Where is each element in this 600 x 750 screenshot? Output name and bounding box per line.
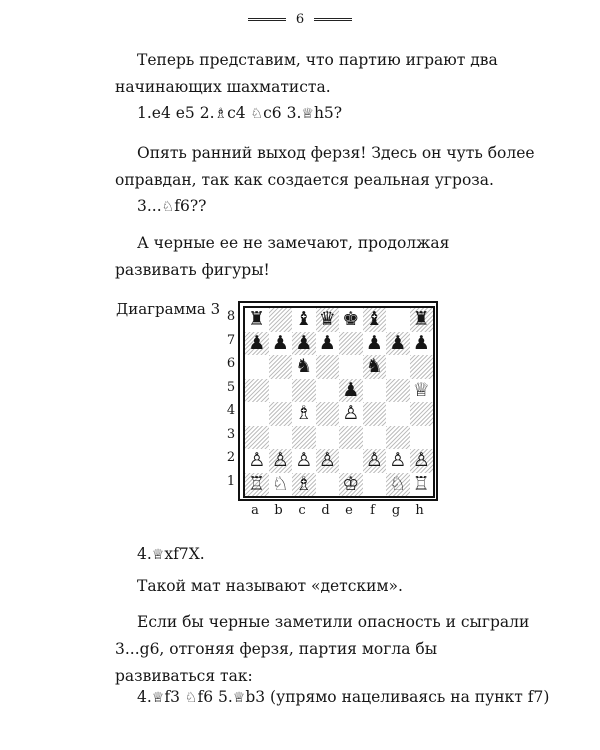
- square-g8: [386, 308, 410, 332]
- knight-icon: ♘: [161, 199, 175, 215]
- white-pawn-icon: ♙: [271, 449, 289, 471]
- white-rook-icon: ♖: [248, 472, 266, 495]
- black-rook-icon: ♜: [248, 308, 266, 330]
- square-c1: [292, 473, 316, 497]
- black-pawn-icon: ♟: [248, 331, 266, 354]
- square-b6: [269, 355, 293, 379]
- move-text: f6??: [174, 197, 207, 215]
- square-e5: [339, 379, 363, 403]
- black-bishop-icon: ♝: [295, 308, 313, 330]
- square-a6: [245, 355, 269, 379]
- white-bishop-icon: ♗: [295, 472, 313, 495]
- square-g2: [386, 449, 410, 473]
- square-h6: [410, 355, 434, 379]
- white-pawn-icon: ♙: [318, 449, 336, 471]
- file-label: c: [298, 503, 306, 518]
- page-header: [0, 12, 600, 27]
- black-pawn-icon: ♟: [295, 331, 313, 354]
- square-h8: [410, 308, 434, 332]
- rank-label: 2: [226, 450, 236, 465]
- white-pawn-icon: ♙: [248, 449, 266, 471]
- square-d5: [316, 379, 340, 403]
- rank-label: 7: [226, 332, 236, 348]
- rank-label: 4: [226, 403, 236, 418]
- moves-line-1: [137, 100, 342, 128]
- square-e8: [339, 308, 363, 332]
- black-pawn-icon: ♟: [271, 331, 289, 354]
- white-rook-icon: ♖: [412, 472, 430, 495]
- square-b2: [269, 449, 293, 473]
- bishop-icon: ♗: [214, 106, 228, 122]
- paragraph-black-misses: А черные ее не замечают, продолжая развивать фигуры!: [115, 234, 450, 279]
- rank-label: 8: [226, 309, 236, 324]
- chess-board: [243, 306, 435, 498]
- moves-line-2: [137, 193, 206, 221]
- white-pawn-icon: ♙: [365, 449, 383, 471]
- knight-icon: ♘: [250, 106, 264, 122]
- move-text: 4.: [137, 688, 152, 706]
- diagram-label: Диаграмма 3: [116, 300, 221, 318]
- square-d2: [316, 449, 340, 473]
- square-f4: [363, 402, 387, 426]
- header-rule-left: [248, 18, 286, 21]
- black-rook-icon: ♜: [412, 308, 430, 330]
- white-knight-icon: ♘: [271, 472, 289, 495]
- rank-label: 3: [226, 426, 236, 442]
- move-text: xf7X.: [164, 545, 205, 563]
- square-g3: [386, 426, 410, 450]
- square-b4: [269, 402, 293, 426]
- square-b5: [269, 379, 293, 403]
- move-text: f3: [164, 688, 185, 706]
- square-b7: [269, 332, 293, 356]
- moves-line-3: [137, 684, 549, 712]
- white-king-icon: ♔: [342, 472, 360, 495]
- square-b3: [269, 426, 293, 450]
- square-a4: [245, 402, 269, 426]
- square-e4: [339, 402, 363, 426]
- square-a2: [245, 449, 269, 473]
- black-king-icon: ♚: [342, 308, 360, 330]
- square-f7: [363, 332, 387, 356]
- square-c8: [292, 308, 316, 332]
- rank-label: 1: [226, 473, 236, 489]
- file-label: e: [345, 503, 353, 518]
- move-text: 3...: [137, 197, 162, 215]
- square-f3: [363, 426, 387, 450]
- square-g7: [386, 332, 410, 356]
- move-text: h5?: [313, 104, 343, 122]
- white-pawn-icon: ♙: [412, 449, 430, 471]
- paragraph-alternative: Если бы черные заметили опасность и сыграли 3...g6, отгоняя ферзя, партия могла бы развиваться так:: [115, 613, 530, 685]
- queen-icon: ♕: [151, 547, 165, 563]
- knight-icon: ♘: [184, 690, 198, 706]
- square-c7: [292, 332, 316, 356]
- move-text: c4: [227, 104, 251, 122]
- square-a7: [245, 332, 269, 356]
- square-c6: [292, 355, 316, 379]
- square-g4: [386, 402, 410, 426]
- file-label: h: [415, 503, 424, 518]
- white-knight-icon: ♘: [389, 472, 407, 495]
- square-g6: [386, 355, 410, 379]
- square-h5: [410, 379, 434, 403]
- black-pawn-icon: ♟: [318, 331, 336, 354]
- square-h4: [410, 402, 434, 426]
- square-d7: [316, 332, 340, 356]
- white-pawn-icon: ♙: [389, 449, 407, 471]
- square-g1: [386, 473, 410, 497]
- black-pawn-icon: ♟: [342, 378, 360, 401]
- white-bishop-icon: ♗: [295, 402, 313, 424]
- square-h1: [410, 473, 434, 497]
- square-e3: [339, 426, 363, 450]
- square-h3: [410, 426, 434, 450]
- square-c4: [292, 402, 316, 426]
- square-f6: [363, 355, 387, 379]
- white-pawn-icon: ♙: [295, 449, 313, 471]
- black-pawn-icon: ♟: [365, 331, 383, 354]
- square-h7: [410, 332, 434, 356]
- paragraph-intro: Теперь представим, что партию играют два начинающих шахматиста.: [115, 51, 498, 96]
- square-c5: [292, 379, 316, 403]
- square-d4: [316, 402, 340, 426]
- square-d8: [316, 308, 340, 332]
- file-label: g: [391, 503, 401, 518]
- square-d6: [316, 355, 340, 379]
- move-text: 1.e4 e5 2.: [137, 104, 215, 122]
- black-pawn-icon: ♟: [412, 331, 430, 354]
- move-text: c6 3.: [263, 104, 302, 122]
- square-b1: [269, 473, 293, 497]
- square-e1: [339, 473, 363, 497]
- queen-icon: ♕: [301, 106, 314, 122]
- square-f1: [363, 473, 387, 497]
- square-e6: [339, 355, 363, 379]
- move-text: f6 5.: [197, 688, 233, 706]
- square-d3: [316, 426, 340, 450]
- square-h2: [410, 449, 434, 473]
- square-f5: [363, 379, 387, 403]
- square-a3: [245, 426, 269, 450]
- queen-icon: ♕: [151, 690, 165, 706]
- page-number: 6: [295, 12, 305, 27]
- square-a1: [245, 473, 269, 497]
- file-label: a: [251, 503, 259, 518]
- file-label: b: [274, 503, 283, 518]
- white-pawn-icon: ♙: [342, 402, 360, 424]
- square-a8: [245, 308, 269, 332]
- header-rule-right: [314, 18, 352, 21]
- black-bishop-icon: ♝: [365, 308, 383, 330]
- move-text: b3 (упрямо нацеливаясь на пункт f7): [245, 688, 550, 706]
- square-c2: [292, 449, 316, 473]
- square-e2: [339, 449, 363, 473]
- black-queen-icon: ♛: [318, 308, 336, 330]
- black-knight-icon: ♞: [295, 355, 313, 377]
- chess-diagram: [238, 301, 438, 501]
- rank-label: 5: [226, 379, 236, 395]
- move-text: 4.: [137, 545, 152, 563]
- square-g5: [386, 379, 410, 403]
- black-pawn-icon: ♟: [389, 331, 407, 354]
- square-f8: [363, 308, 387, 332]
- square-c3: [292, 426, 316, 450]
- square-a5: [245, 379, 269, 403]
- square-b8: [269, 308, 293, 332]
- paragraph-queen-comment: Опять ранний выход ферзя! Здесь он чуть более оправдан, так как создается реальная угроза.: [115, 144, 535, 189]
- file-label: f: [370, 503, 375, 518]
- square-e7: [339, 332, 363, 356]
- square-d1: [316, 473, 340, 497]
- queen-icon: ♕: [232, 690, 246, 706]
- square-f2: [363, 449, 387, 473]
- paragraph-scholars-mate: Такой мат называют «детским».: [137, 577, 403, 595]
- rank-label: 6: [226, 356, 236, 371]
- moves-line-mate: [137, 541, 205, 569]
- white-queen-icon: ♕: [412, 378, 430, 401]
- file-label: d: [321, 503, 330, 518]
- black-knight-icon: ♞: [365, 355, 383, 377]
